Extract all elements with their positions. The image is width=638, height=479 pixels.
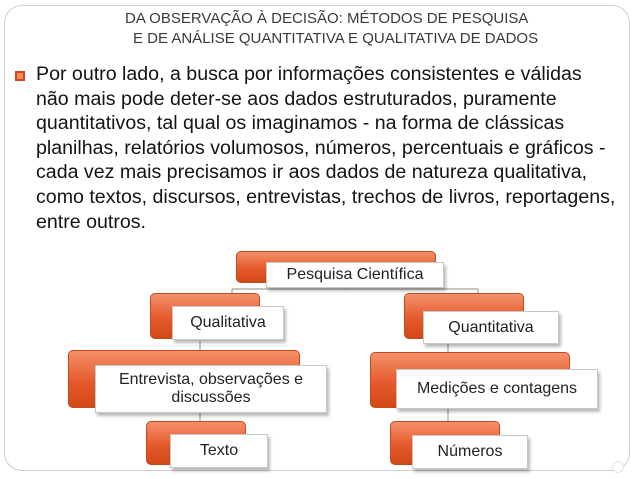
texto-node-label: Texto <box>199 442 239 459</box>
texto-node <box>170 434 268 468</box>
numeros-node <box>412 435 528 469</box>
qualitativa-node-label: Qualitativa <box>190 314 266 331</box>
header-title-line1: DA OBSERVAÇÃO À DECISÃO: MÉTODOS DE PESQUISA <box>125 10 529 27</box>
root-node-label: Pesquisa Científica <box>286 266 424 283</box>
medicoes-node <box>396 369 598 409</box>
numeros-node-label: Números <box>437 443 503 460</box>
qualitativa-node <box>172 306 284 340</box>
quantitativa-node <box>423 311 559 344</box>
root-node <box>266 262 444 288</box>
header-title-line2: E DE ANÁLISE QUANTITATIVA E QUALITATIVA DE DADOS <box>133 30 539 47</box>
body-paragraph: Por outro lado, a busca por informações consistentes e válidas não mais pode deter-se aos dados estruturados, puramente quantitativos, tal qual os imaginamos - na forma de clássicas planilhas, relatórios volumosos, números, percentuais e gráficos - cada vez mais precisamos ir aos dados de natureza qualitativa, como textos, discursos, entrevistas, trechos de livros, reportagens, entre outros. <box>36 63 616 233</box>
quantitativa-node-label: Quantitativa <box>448 318 534 336</box>
entrevista-node <box>95 365 327 413</box>
medicoes-node-label: Medições e contagens <box>416 380 578 397</box>
page-indicator <box>612 461 624 473</box>
entrevista-node-label: Entrevista, observações e discussões <box>118 371 304 406</box>
